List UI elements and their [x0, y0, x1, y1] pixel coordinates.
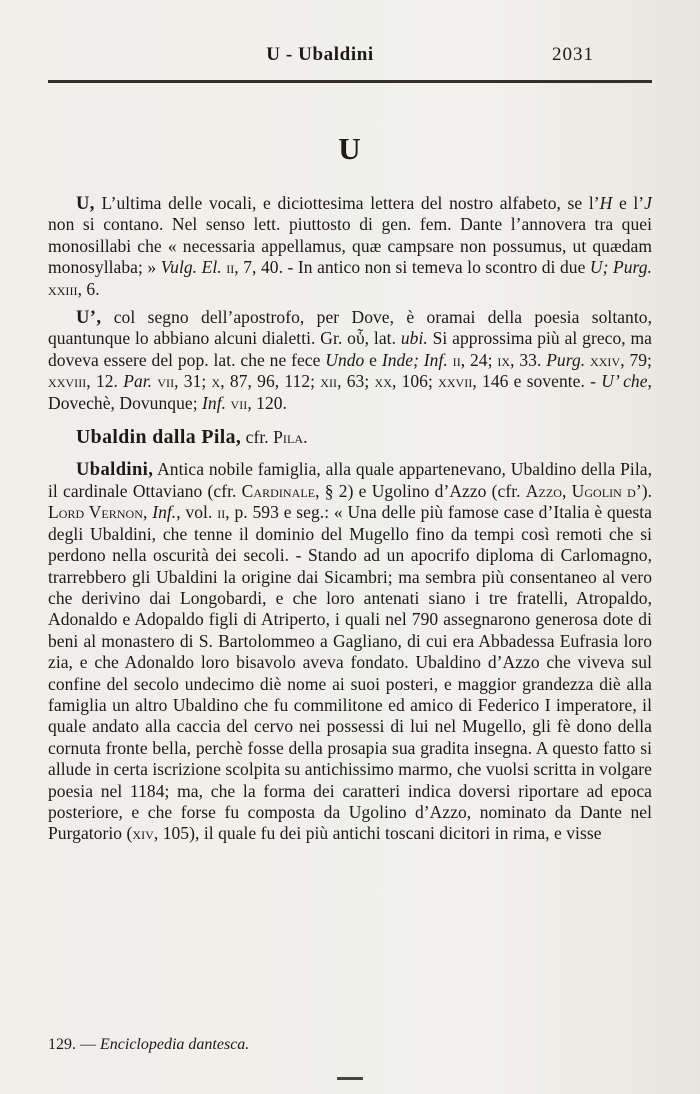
text-segment: ii: [217, 502, 226, 523]
text-segment: Lord Vernon: [48, 502, 143, 523]
entry-headword: U,: [76, 193, 95, 214]
text-segment: Pila: [273, 427, 304, 448]
text-segment: , 63;: [337, 371, 375, 392]
text-segment: non si contano. Nel senso lett. piuttosto di gen. fem. Dante l’annovera tra quei monosillabi che « necessaria appellamus, quæ campsare non possumus, ut quædam monosyllaba; »: [48, 214, 652, 278]
text-segment: cfr.: [241, 427, 274, 448]
text-segment: ,: [561, 480, 572, 501]
entry-u-apostrophe: [48, 307, 652, 414]
text-segment: , 79;: [620, 349, 652, 370]
footer-signature-number: 129. —: [48, 1036, 100, 1053]
text-segment: vii: [157, 371, 175, 392]
text-segment: x: [211, 371, 221, 392]
page-footer: [48, 1036, 249, 1054]
text-segment: , p. 593 e seg.: « Una delle più famose case d’Italia è questa degli Ubaldini, che tenne il dominio del Mugello fino da tempi così remoti che si perdono nella oscurità dei secoli. - Stando ad un apocrifo diploma di Carlomagno, trarrebbero gli Ubaldini la origine dai Sicambri; ma sembra più consentaneo al vero che derivino dai Longobardi, e che loro antenati siano i tre fratelli, Atropaldo, Adonaldo e Adopaldo figli di Atriperto, i quali nel 790 assegnarono generosa dote di beni al monastero di S. Bartolommeo a Gagliano, di cui era Abbadessa Eufrasia loro zia, e che Adonaldo loro bisavolo aveva fondato. Ubaldino d’Azzo che viveva sul confine del secolo undecimo diè nome ai suoi posteri, e maggior grandezza diè alla famiglia un altro Ubaldino che fu commilitone ed amico di Federico I imperatore, il quale andato alla caccia del cervo nei possessi di lui nel Mugello, gli fè dono della cornuta fronte bella, perchè fosse della prosapia sua gradita insegna. A questo fatto si allude in certa iscrizione scolpita su antichissimo marmo, che vuolsi scritta in volgare poesia nel 1184; ma, che la forma dei caratteri indica doversi riportare ad epoca posteriore, e che forse fu composta da Ugolino d’Azzo, nominato da Dante nel Purgatorio (: [48, 502, 653, 844]
entry-headword: U’,: [76, 307, 102, 329]
text-segment: Vulg. El.: [160, 257, 222, 278]
text-segment: , Dovechè, Dovunque;: [48, 371, 652, 413]
text-segment: Azzo: [525, 480, 562, 501]
footer-work-title: Enciclopedia dantesca.: [100, 1036, 250, 1053]
text-segment: Cardinale: [241, 480, 316, 501]
text-segment: ii: [452, 349, 461, 370]
text-segment: , 87, 96, 112;: [220, 371, 321, 392]
text-segment: , 106;: [391, 371, 439, 392]
text-segment: e: [364, 349, 382, 370]
text-segment: xiv: [132, 823, 154, 844]
bottom-print-mark: [337, 1077, 363, 1080]
text-segment: , 6.: [77, 278, 100, 299]
text-segment: Undo: [325, 349, 365, 370]
text-segment: col segno dell’apostrofo, per Dove, è oramai della poesia soltanto, quantunque lo abbiano alcuni dialetti. Gr. οὗ, lat.: [48, 307, 652, 349]
text-segment: J: [644, 193, 652, 213]
text-segment: xxiii: [48, 278, 78, 299]
text-segment: ii: [226, 257, 235, 278]
text-segment: Inf.: [202, 392, 227, 413]
text-segment: Antica nobile famiglia, alla quale appartenevano, Ubaldino della Pila, il cardinale Ottaviano (cfr.: [48, 459, 652, 501]
text-segment: Purg.: [546, 349, 586, 370]
text-segment: , 24;: [460, 349, 498, 370]
text-segment: vii: [230, 392, 248, 413]
text-segment: xxviii: [48, 371, 87, 392]
text-segment: ,: [142, 502, 153, 523]
text-segment: ubi.: [400, 328, 428, 349]
entry-headword: Ubaldini,: [76, 459, 154, 481]
text-segment: , 120.: [247, 392, 287, 413]
text-segment: H: [599, 193, 613, 213]
entry-ubaldin-dalla-pila: [48, 427, 652, 448]
text-segment: xxiv: [590, 349, 621, 370]
entry-u: [48, 193, 652, 300]
text-segment: , 33.: [510, 349, 547, 370]
section-letter-heading: U: [338, 131, 362, 166]
text-segment: , 105), il quale fu dei più antichi toscani dicitori in rima, e visse: [153, 823, 602, 844]
text-segment: U’ che: [601, 371, 648, 392]
text-segment: U;: [589, 257, 609, 278]
text-segment: xx: [374, 371, 392, 392]
entries-column: [48, 193, 652, 845]
text-segment: Inf.,: [152, 502, 181, 523]
text-segment: ix: [497, 349, 511, 370]
text-segment: xii: [320, 371, 338, 392]
text-segment: , 7, 40. - In antico non si temeva lo scontro di due: [234, 257, 590, 278]
text-segment: vol.: [180, 502, 218, 523]
text-segment: ).: [641, 480, 653, 501]
text-segment: Purg.: [613, 257, 652, 278]
text-segment: , 31;: [174, 371, 212, 392]
text-segment: xxvii: [438, 371, 473, 392]
text-segment: Si approssima più al greco, ma doveva essere del pop. lat. che ne fece: [48, 328, 653, 370]
text-segment: Par.: [123, 371, 153, 392]
text-segment: Ugolin d’: [571, 480, 642, 501]
text-segment: e l’: [612, 193, 645, 213]
text-segment: , 146 e sovente. -: [472, 371, 602, 392]
entry-headword: Ubaldin dalla Pila,: [76, 426, 242, 449]
header-rule-divider: [48, 80, 652, 83]
text-segment: Inde; Inf.: [381, 349, 448, 370]
text-segment: .: [303, 427, 308, 448]
running-head: [48, 44, 652, 68]
page-number: 2031: [552, 44, 594, 65]
text-segment: , § 2) e Ugolino d’Azzo (cfr.: [315, 480, 526, 501]
text-segment: L’ultima delle vocali, e diciottesima lettera del nostro alfabeto, se l’: [94, 193, 600, 213]
running-title: U - Ubaldini: [266, 44, 374, 65]
text-segment: , 12.: [86, 371, 124, 392]
entry-ubaldini: [48, 459, 652, 844]
